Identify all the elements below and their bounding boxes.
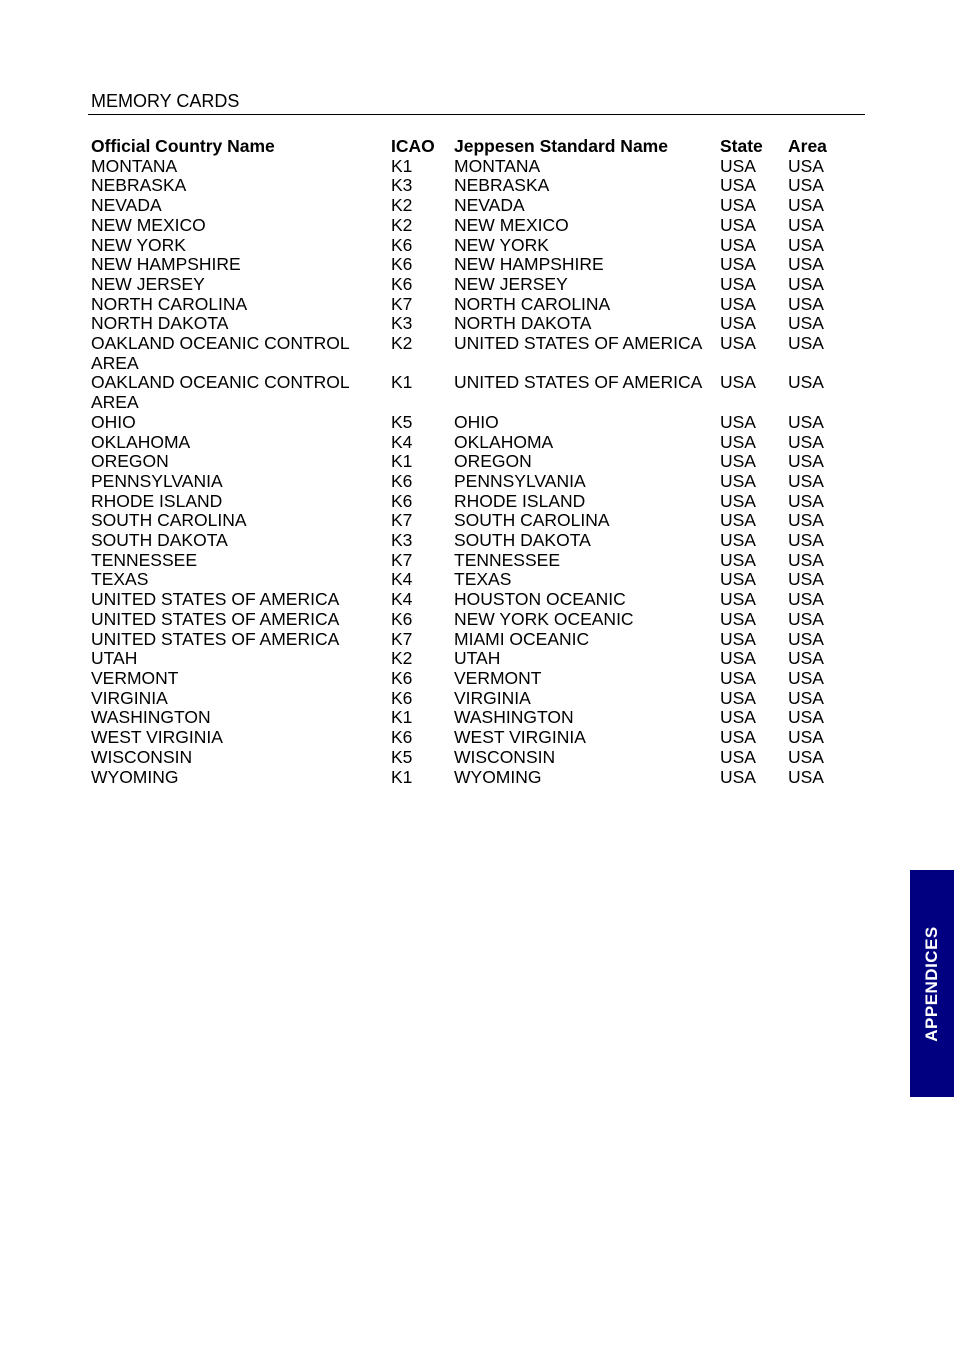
cell-state: USA [720,470,756,491]
cell-jeppesen-standard-name: SOUTH CAROLINA [454,510,610,531]
cell-area: USA [788,608,824,629]
cell-official-country-name: VERMONT [91,667,179,688]
table-row [91,216,848,236]
cell-jeppesen-standard-name: NEBRASKA [454,175,550,196]
table-row [91,689,848,709]
cell-jeppesen-standard-name: NEW MEXICO [454,214,569,235]
cell-area: USA [788,707,824,728]
cell-area: USA [788,490,824,511]
table-row [91,511,848,531]
cell-icao: K4 [391,569,413,590]
table-row [91,196,848,216]
cell-icao: K2 [391,333,413,354]
cell-state: USA [720,510,756,531]
cell-jeppesen-standard-name: NEW YORK [454,234,549,255]
cell-area: USA [788,254,824,275]
header-divider [88,114,865,115]
cell-jeppesen-standard-name: HOUSTON OCEANIC [454,589,626,610]
cell-state: USA [720,451,756,472]
cell-icao: K2 [391,195,413,216]
column-header-jeppesen-standard-name: Jeppesen Standard Name [454,136,668,156]
cell-area: USA [788,667,824,688]
cell-area: USA [788,372,824,393]
cell-official-country-name: SOUTH DAKOTA [91,530,228,551]
cell-jeppesen-standard-name: OKLAHOMA [454,431,554,452]
cell-official-country-name: MONTANA [91,155,178,176]
column-header-state: State [720,136,763,156]
cell-state: USA [720,411,756,432]
cell-official-country-name: UTAH [91,648,138,669]
cell-jeppesen-standard-name: WASHINGTON [454,707,574,728]
cell-icao: K6 [391,470,413,491]
cell-jeppesen-standard-name: UNITED STATES OF AMERICA [454,372,703,393]
table-row [91,748,848,768]
cell-jeppesen-standard-name: OREGON [454,451,532,472]
cell-official-country-name: WYOMING [91,766,179,787]
column-header-icao: ICAO [391,136,435,156]
cell-jeppesen-standard-name: WEST VIRGINIA [454,727,586,748]
cell-official-country-name: NEW YORK [91,234,186,255]
cell-area: USA [788,766,824,787]
table-row [91,373,848,412]
cell-state: USA [720,589,756,610]
cell-official-country-name: WEST VIRGINIA [91,727,223,748]
cell-jeppesen-standard-name: TENNESSEE [454,549,560,570]
table-row [91,295,848,315]
cell-icao: K6 [391,490,413,511]
cell-icao: K5 [391,411,413,432]
cell-area: USA [788,293,824,314]
table-row [91,768,848,788]
cell-jeppesen-standard-name: VERMONT [454,667,542,688]
table-row [91,492,848,512]
cell-official-country-name: NEW JERSEY [91,273,205,294]
table-header-row [91,137,848,157]
table-row [91,275,848,295]
cell-icao: K3 [391,530,413,551]
cell-state: USA [720,372,756,393]
cell-area: USA [788,234,824,255]
cell-area: USA [788,530,824,551]
cell-icao: K1 [391,707,413,728]
cell-area: USA [788,569,824,590]
cell-icao: K2 [391,648,413,669]
cell-jeppesen-standard-name: TEXAS [454,569,512,590]
cell-state: USA [720,273,756,294]
cell-area: USA [788,273,824,294]
column-header-official-country-name: Official Country Name [91,136,275,156]
cell-area: USA [788,411,824,432]
cell-state: USA [720,155,756,176]
cell-jeppesen-standard-name: NEW HAMPSHIRE [454,254,604,275]
cell-area: USA [788,175,824,196]
cell-icao: K6 [391,687,413,708]
cell-state: USA [720,727,756,748]
cell-jeppesen-standard-name: NORTH DAKOTA [454,313,592,334]
cell-area: USA [788,589,824,610]
cell-state: USA [720,608,756,629]
table-row [91,708,848,728]
cell-jeppesen-standard-name: MIAMI OCEANIC [454,628,590,649]
cell-official-country-name: OHIO [91,411,136,432]
cell-state: USA [720,234,756,255]
cell-state: USA [720,628,756,649]
table-row [91,551,848,571]
cell-area: USA [788,549,824,570]
cell-area: USA [788,313,824,334]
cell-area: USA [788,214,824,235]
cell-area: USA [788,195,824,216]
cell-jeppesen-standard-name: NORTH CAROLINA [454,293,611,314]
cell-icao: K7 [391,293,413,314]
cell-official-country-name: TENNESSEE [91,549,197,570]
cell-state: USA [720,766,756,787]
cell-official-country-name: NORTH CAROLINA [91,293,248,314]
cell-state: USA [720,431,756,452]
cell-official-country-name: OREGON [91,451,169,472]
table-row [91,570,848,590]
cell-state: USA [720,530,756,551]
table-row [91,255,848,275]
cell-state: USA [720,648,756,669]
cell-official-country-name: VIRGINIA [91,687,168,708]
cell-icao: K6 [391,273,413,294]
cell-state: USA [720,333,756,354]
cell-icao: K6 [391,667,413,688]
cell-official-country-name: UNITED STATES OF AMERICA [91,608,340,629]
page-title: MEMORY CARDS [91,91,240,111]
cell-icao: K1 [391,155,413,176]
cell-official-country-name: NORTH DAKOTA [91,313,229,334]
cell-state: USA [720,569,756,590]
cell-official-country-name: PENNSYLVANIA [91,470,223,491]
cell-area: USA [788,648,824,669]
table-row [91,669,848,689]
cell-icao: K3 [391,175,413,196]
table-row [91,157,848,177]
cell-area: USA [788,510,824,531]
cell-official-country-name: WISCONSIN [91,746,193,767]
table-body [91,157,848,788]
cell-jeppesen-standard-name: NEVADA [454,195,525,216]
cell-icao: K4 [391,431,413,452]
cell-official-country-name: UNITED STATES OF AMERICA [91,589,340,610]
cell-area: USA [788,470,824,491]
cell-jeppesen-standard-name: WISCONSIN [454,746,556,767]
table-row [91,531,848,551]
cell-icao: K3 [391,313,413,334]
cell-state: USA [720,549,756,570]
table-row [91,630,848,650]
table-row [91,334,848,373]
cell-icao: K6 [391,727,413,748]
cell-jeppesen-standard-name: VIRGINIA [454,687,531,708]
cell-state: USA [720,195,756,216]
cell-official-country-name: NEW HAMPSHIRE [91,254,241,275]
table-row [91,728,848,748]
cell-jeppesen-standard-name: UNITED STATES OF AMERICA [454,333,703,354]
cell-icao: K5 [391,746,413,767]
cell-jeppesen-standard-name: RHODE ISLAND [454,490,586,511]
cell-state: USA [720,707,756,728]
column-header-area: Area [788,136,827,156]
cell-official-country-name: OAKLAND OCEANIC CONTROL AREA [91,372,350,413]
table-row [91,413,848,433]
cell-area: USA [788,333,824,354]
table-row [91,176,848,196]
cell-icao: K1 [391,372,413,393]
cell-jeppesen-standard-name: NEW YORK OCEANIC [454,608,634,629]
table-row [91,472,848,492]
cell-icao: K2 [391,214,413,235]
cell-jeppesen-standard-name: SOUTH DAKOTA [454,530,591,551]
cell-official-country-name: TEXAS [91,569,149,590]
cell-icao: K7 [391,628,413,649]
cell-jeppesen-standard-name: WYOMING [454,766,542,787]
cell-state: USA [720,214,756,235]
table-row [91,649,848,669]
cell-state: USA [720,667,756,688]
cell-state: USA [720,175,756,196]
table-row [91,590,848,610]
cell-area: USA [788,155,824,176]
cell-icao: K4 [391,589,413,610]
cell-state: USA [720,490,756,511]
table-header [91,137,848,157]
cell-official-country-name: UNITED STATES OF AMERICA [91,628,340,649]
cell-official-country-name: NEW MEXICO [91,214,206,235]
cell-icao: K7 [391,510,413,531]
appendices-tab [910,870,954,1097]
table-row [91,236,848,256]
cell-area: USA [788,687,824,708]
cell-official-country-name: NEVADA [91,195,162,216]
cell-official-country-name: OKLAHOMA [91,431,191,452]
cell-icao: K1 [391,766,413,787]
cell-jeppesen-standard-name: MONTANA [454,155,541,176]
table-row [91,433,848,453]
cell-jeppesen-standard-name: PENNSYLVANIA [454,470,586,491]
table-row [91,610,848,630]
table-row [91,452,848,472]
cell-official-country-name: WASHINGTON [91,707,211,728]
appendices-tab-label: APPENDICES [922,925,941,1042]
cell-state: USA [720,254,756,275]
cell-state: USA [720,313,756,334]
cell-icao: K6 [391,254,413,275]
cell-official-country-name: OAKLAND OCEANIC CONTROL AREA [91,333,350,373]
cell-official-country-name: SOUTH CAROLINA [91,510,247,531]
cell-state: USA [720,746,756,767]
cell-state: USA [720,687,756,708]
cell-area: USA [788,727,824,748]
cell-official-country-name: RHODE ISLAND [91,490,223,511]
table-row [91,314,848,334]
cell-jeppesen-standard-name: UTAH [454,648,501,669]
cell-area: USA [788,431,824,452]
cell-official-country-name: NEBRASKA [91,175,187,196]
cell-state: USA [720,293,756,314]
cell-area: USA [788,746,824,767]
cell-icao: K7 [391,549,413,570]
cell-jeppesen-standard-name: OHIO [454,411,499,432]
cell-area: USA [788,451,824,472]
cell-icao: K6 [391,234,413,255]
cell-icao: K6 [391,608,413,629]
cell-jeppesen-standard-name: NEW JERSEY [454,273,568,294]
country-table [91,137,848,787]
cell-area: USA [788,628,824,649]
cell-icao: K1 [391,451,413,472]
